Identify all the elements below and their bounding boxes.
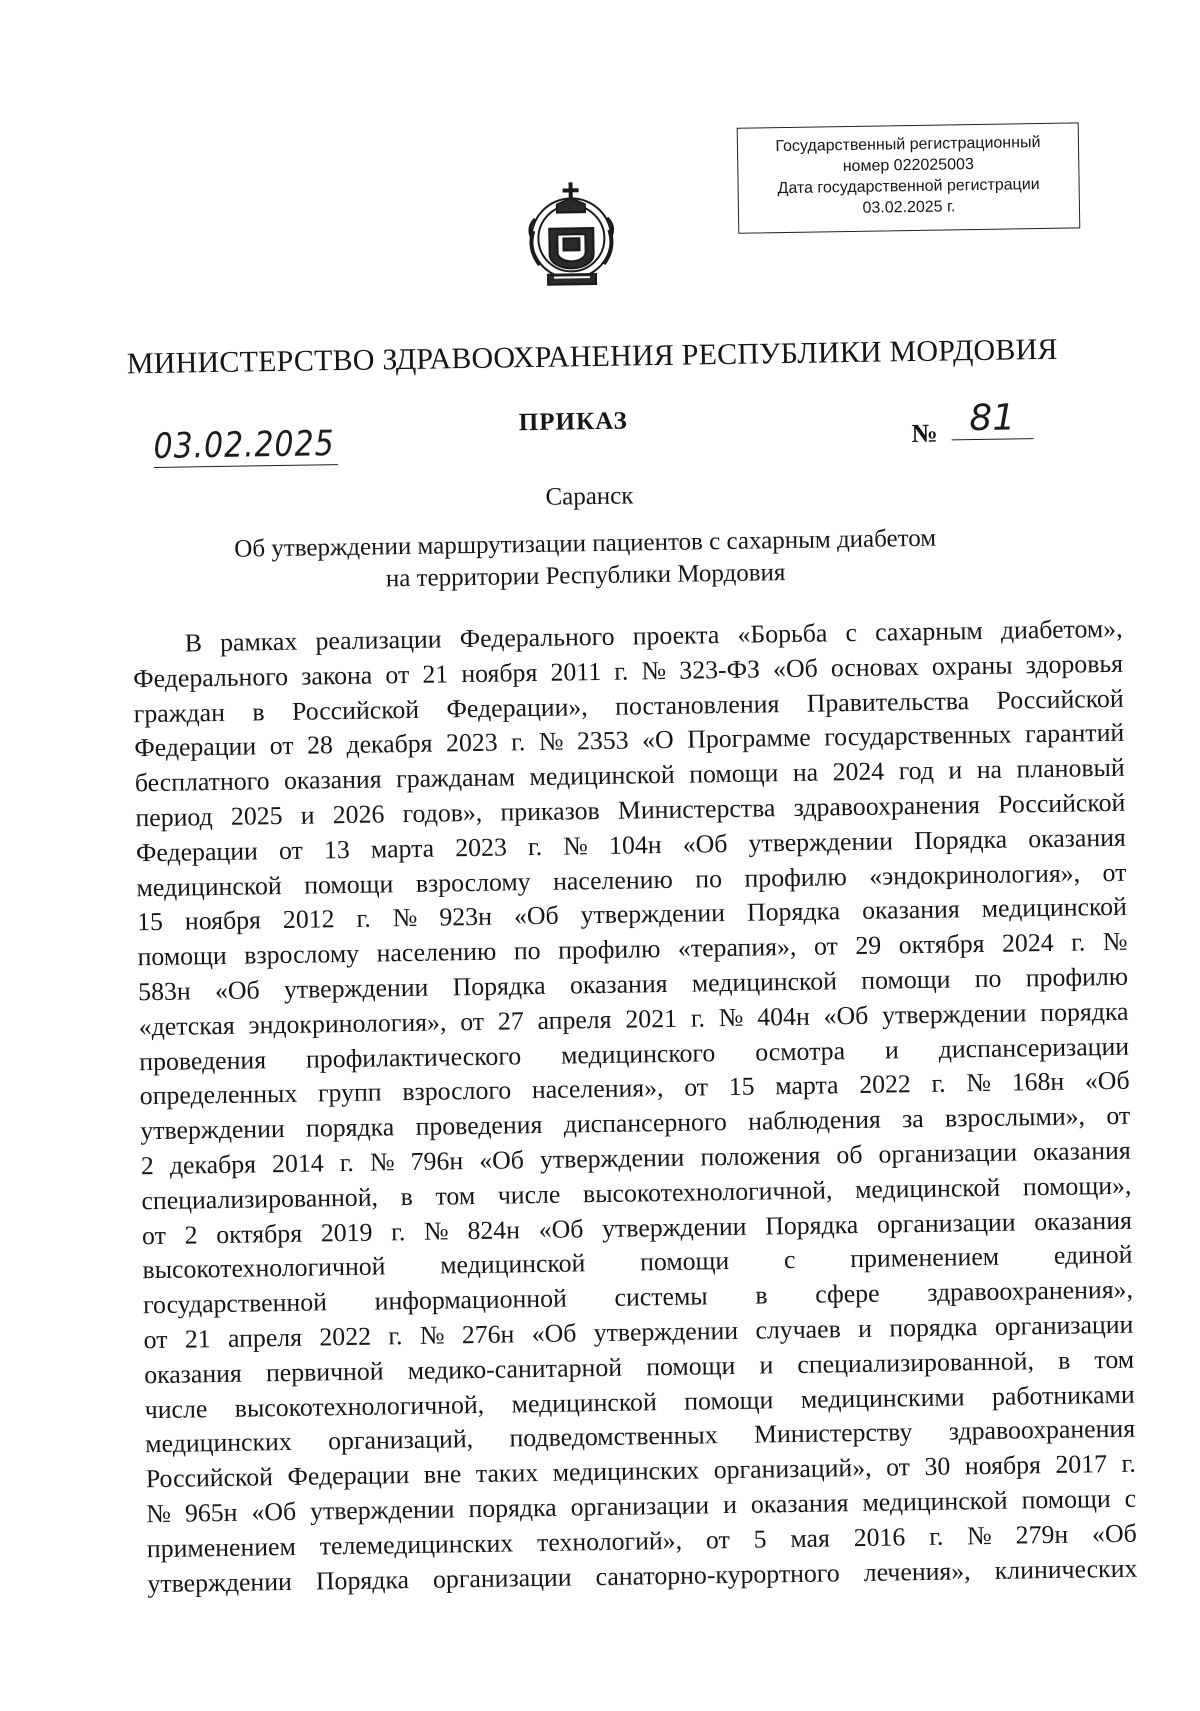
ministry-name: МИНИСТЕРСТВО ЗДРАВООХРАНЕНИЯ РЕСПУБЛИКИ МОРДОВИЯ <box>126 332 1058 381</box>
order-number: 81 <box>951 397 1034 440</box>
body-line: период 2025 и 2026 годов», приказов Министерства здравоохранения Российской <box>135 787 1126 833</box>
registration-line-3: Дата государственной регистрации <box>777 176 1040 198</box>
body-line: помощи взрослому населению по профилю «терапия», от 29 октября 2024 г. № <box>137 926 1128 972</box>
city: Саранск <box>545 482 634 511</box>
order-body <box>132 612 1137 1602</box>
order-title: ПРИКАЗ <box>518 407 628 437</box>
body-line: оказания первичной медико-санитарной помощи и специализированной, в том <box>143 1344 1135 1389</box>
body-line: Федерального закона от 21 ноября 2011 г. № 323-ФЗ «Об основах охраны здоровья <box>133 648 1124 694</box>
body-line: 583н «Об утверждении Порядка оказания медицинской помощи по профилю <box>137 961 1129 1007</box>
body-line: утверждении Порядка организации санаторно-курортного лечения», клинических <box>147 1553 1138 1598</box>
body-line: бесплатного оказания гражданам медицинской помощи на 2024 год и на плановый <box>134 752 1125 798</box>
body-line: В рамках реализации Федерального проекта «Борьба с сахарным диабетом», <box>184 613 1123 658</box>
body-line: граждан в Российской Федерации», постановления Правительства Российской <box>133 683 1124 728</box>
order-date: 03.02.2025 <box>153 424 338 468</box>
body-line: № 965н «Об утверждении порядка организации и оказания медицинской помощи с <box>146 1483 1137 1529</box>
body-line: государственной информационной системы в сфере здравоохранения», <box>142 1274 1134 1320</box>
body-line: числе высокотехнологичной, медицинской помощи медицинскими работниками <box>144 1379 1135 1424</box>
registration-box <box>737 122 1081 233</box>
body-line: 15 ноября 2012 г. № 923н «Об утверждении Порядка оказания медицинской <box>136 892 1128 937</box>
body-line: Федерации от 13 марта 2023 г. № 104н «Об утверждении Порядка оказания <box>135 822 1127 868</box>
subject-line-1: Об утверждении маршрутизации пациентов с сахарным диабетом <box>234 524 937 563</box>
body-line: высокотехнологичной медицинской помощи с применением единой <box>142 1240 1133 1285</box>
body-line: 2 декабря 2014 г. № 796н «Об утверждении положения об организации оказания <box>140 1135 1131 1181</box>
subject-line-2: на территории Республики Мордовия <box>385 559 786 593</box>
registration-line-4: 03.02.2025 г. <box>862 198 956 217</box>
body-line: Российской Федерации вне таких медицинских организаций», от 30 ноября 2017 г. <box>145 1448 1136 1494</box>
order-number-label: № <box>911 418 938 449</box>
body-line: проведения профилактического медицинского осмотра и диспансеризации <box>139 1031 1130 1076</box>
body-line: определенных групп взрослого населения», от 15 марта 2022 г. № 168н «Об <box>139 1066 1130 1111</box>
body-line: специализированной, в том числе высокотехнологичной, медицинской помощи», <box>141 1170 1132 1215</box>
registration-line-1: Государственный регистрационный <box>775 133 1041 156</box>
body-line: медицинской помощи взрослому населению по профилю «эндокринология», от <box>136 857 1127 902</box>
body-line: применением телемедицинских технологий», от 5 мая 2016 г. № 279н «Об <box>146 1518 1137 1563</box>
order-subject <box>145 521 1026 599</box>
body-line: «детская эндокринология», от 27 апреля 2021 г. № 404н «Об утверждении порядка <box>138 996 1129 1042</box>
body-line: от 21 апреля 2022 г. № 276н «Об утверждении случаев и порядка организации <box>143 1309 1134 1355</box>
body-line: медицинских организаций, подведомственных Министерству здравоохранения <box>145 1413 1136 1459</box>
body-line: Федерации от 28 декабря 2023 г. № 2353 «О Программе государственных гарантий <box>134 718 1125 763</box>
body-line: утверждении порядка проведения диспансерного наблюдения за взрослыми», от <box>140 1100 1131 1146</box>
body-line: от 2 октября 2019 г. № 824н «Об утверждении Порядка организации оказания <box>141 1205 1133 1250</box>
coat-of-arms-mordovia-icon <box>518 178 624 294</box>
registration-line-2: номер 022025003 <box>842 156 974 176</box>
